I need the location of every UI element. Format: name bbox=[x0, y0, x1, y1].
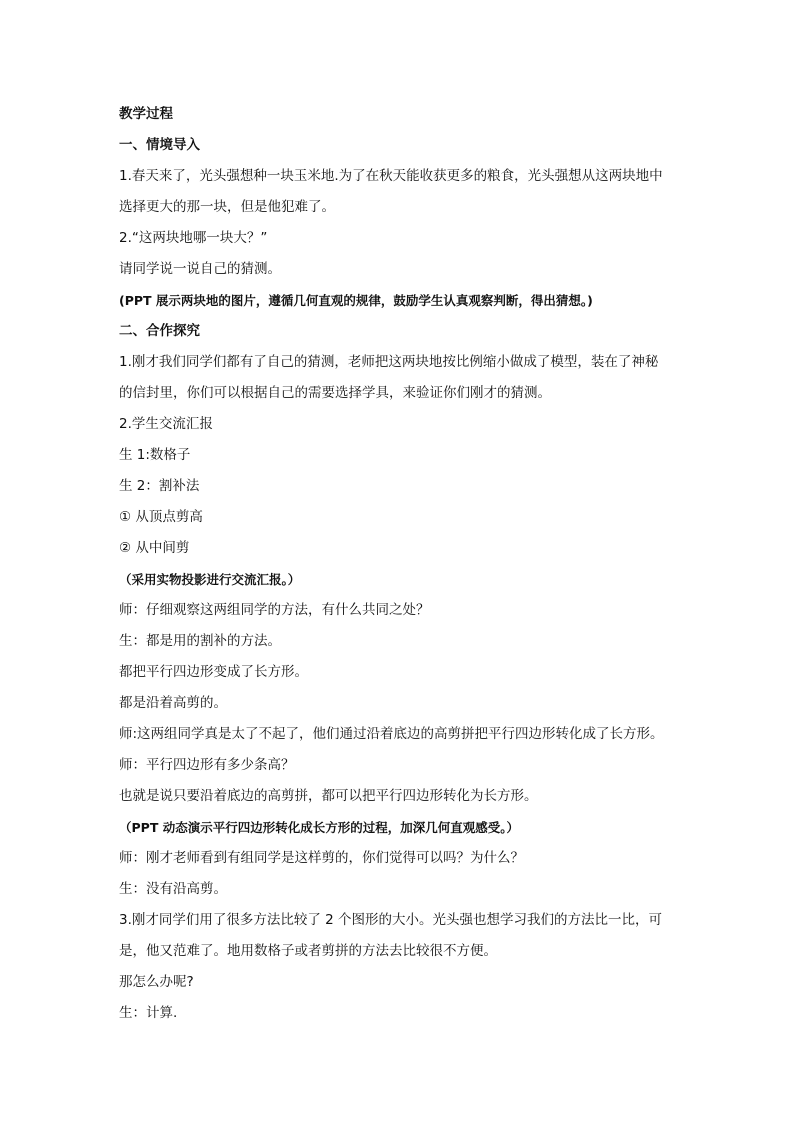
text-line: 那怎么办呢? bbox=[119, 974, 194, 990]
text-line: 师：平行四边形有多少条高？ bbox=[119, 757, 295, 773]
text-line: 生：计算. bbox=[119, 1005, 178, 1021]
text-line: 1.春天来了，光头强想种一块玉米地.为了在秋天能收获更多的粮食，光头强想从这两块地中 bbox=[119, 168, 663, 184]
text-line: 生 1:数格子 bbox=[119, 447, 191, 463]
text-line: 生：没有沿高剪。 bbox=[119, 881, 227, 897]
text-line: 生 2：割补法 bbox=[119, 478, 200, 494]
text-line: 3.刚才同学们用了很多方法比较了 2 个图形的大小。光头强也想学习我们的方法比一比，可 bbox=[119, 912, 663, 928]
text-line: 师：刚才老师看到有组同学是这样剪的，你们觉得可以吗？为什么？ bbox=[119, 850, 524, 866]
text-line: ① 从顶点剪高 bbox=[119, 509, 203, 525]
text-line: 都把平行四边形变成了长方形。 bbox=[119, 664, 308, 680]
text-line: 也就是说只要沿着底边的高剪拼，都可以把平行四边形转化为长方形。 bbox=[119, 788, 538, 804]
heading-line: 二、合作探究 bbox=[119, 323, 200, 339]
heading-line: 一、情境导入 bbox=[119, 137, 200, 153]
text-line: 师：仔细观察这两组同学的方法，有什么共同之处？ bbox=[119, 602, 430, 618]
text-line: 选择更大的那一块，但是他犯难了。 bbox=[119, 199, 335, 215]
text-line: 的信封里，你们可以根据自己的需要选择学具，来验证你们刚才的猜测。 bbox=[119, 385, 551, 401]
heading-line: 教学过程 bbox=[119, 106, 173, 122]
text-line: 师:这两组同学真是太了不起了，他们通过沿着底边的高剪拼把平行四边形转化成了长方形。 bbox=[119, 726, 664, 742]
document-body bbox=[119, 99, 679, 1029]
text-line: 请同学说一说自己的猜测。 bbox=[119, 261, 281, 277]
text-line: 都是沿着高剪的。 bbox=[119, 695, 227, 711]
text-line: 2.学生交流汇报 bbox=[119, 416, 213, 432]
text-line: 生：都是用的割补的方法。 bbox=[119, 633, 281, 649]
text-line: 2.“这两块地哪一块大？” bbox=[119, 230, 268, 246]
text-line: 是，他又范难了。地用数格子或者剪拼的方法去比较很不方便。 bbox=[119, 943, 497, 959]
heading-line: (PPT 展示两块地的图片，遵循几何直观的规律，鼓励学生认真观察判断，得出猜想。) bbox=[119, 293, 593, 308]
heading-line: （PPT 动态演示平行四边形转化成长方形的过程，加深几何直观感受。） bbox=[119, 820, 519, 835]
heading-line: （采用实物投影进行交流汇报。） bbox=[119, 572, 301, 587]
text-line: 1.刚才我们同学们都有了自己的猜测，老师把这两块地按比例缩小做成了模型，装在了神秘 bbox=[119, 354, 659, 370]
text-line: ② 从中间剪 bbox=[119, 540, 190, 556]
